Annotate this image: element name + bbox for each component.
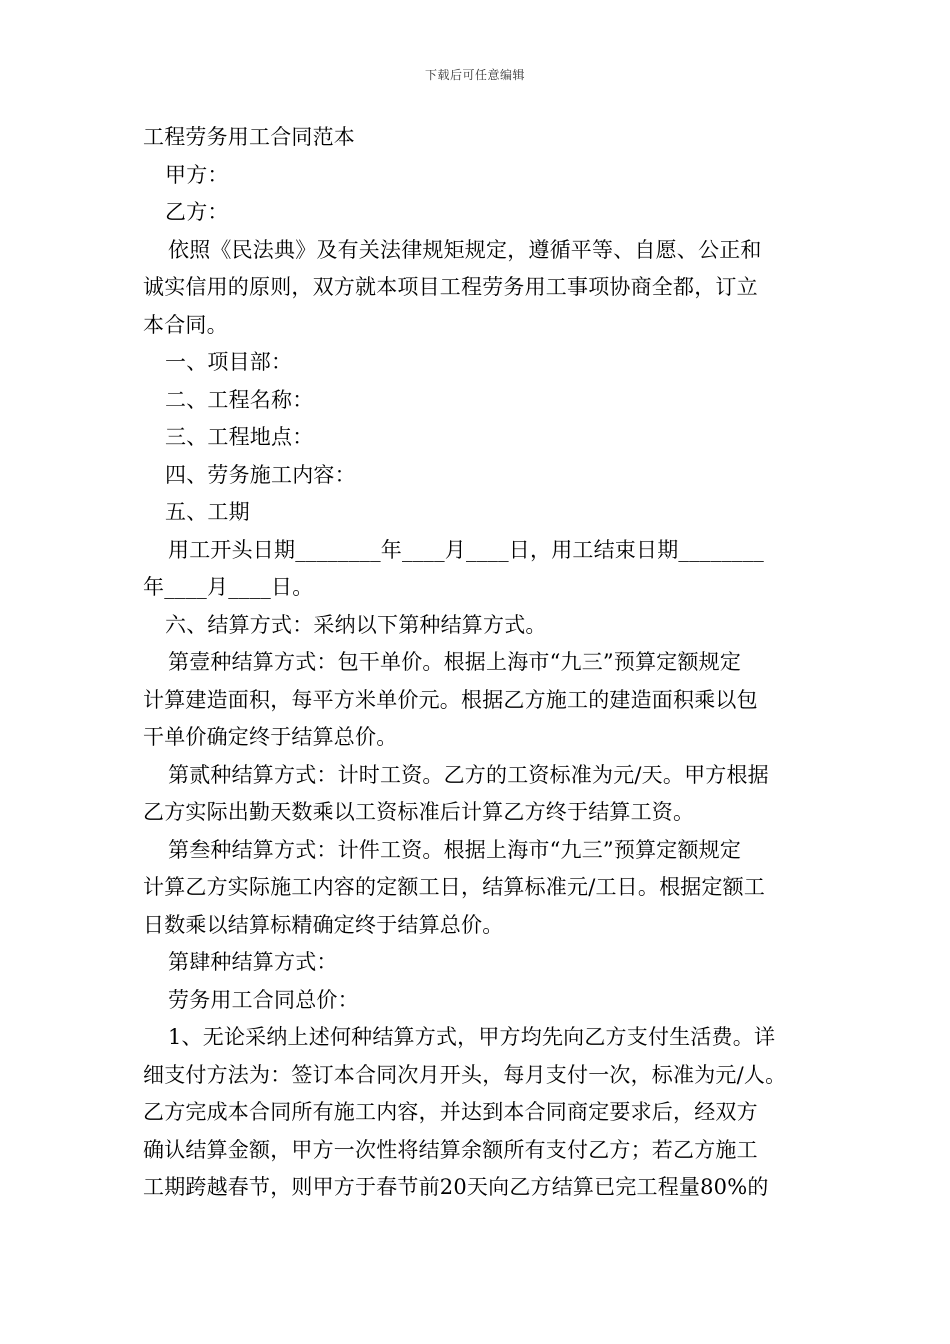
paragraph-line: 第叁种结算方式：计件工资。根据上海市“九三”预算定额规定 — [168, 837, 742, 862]
paragraph-line: 依照《民法典》及有关法律规矩规定，遵循平等、自愿、公正和 — [168, 237, 762, 262]
document-title: 工程劳务用工合同范本 — [143, 125, 355, 149]
paragraph-line: 日数乘以结算标精确定终于结算总价。 — [143, 912, 504, 937]
clause-heading: 一、项目部： — [165, 350, 293, 374]
paragraph-line: 第贰种结算方式：计时工资。乙方的工资标准为元/天。甲方根据 — [168, 762, 769, 787]
clause-heading: 五、工期 — [165, 500, 250, 524]
paragraph-line: 乙方实际出勤天数乘以工资标准后计算乙方终于结算工资。 — [143, 800, 695, 824]
paragraph-line: 1、无论采纳上述何种结算方式，甲方均先向乙方支付生活费。详 — [168, 1025, 776, 1049]
clause-heading: 三、工程地点： — [165, 425, 314, 449]
clause-heading: 四、劳务施工内容： — [165, 462, 356, 487]
paragraph-line: 计算建造面积，每平方米单价元。根据乙方施工的建造面积乘以包 — [143, 687, 758, 712]
clause-heading: 二、工程名称： — [165, 387, 314, 412]
paragraph-line: 本合同。 — [143, 312, 228, 337]
paragraph-line: 年____月____日。 — [143, 575, 314, 599]
paragraph-line: 乙方完成本合同所有施工内容，并达到本合同商定要求后，经双方 — [143, 1100, 758, 1124]
paragraph-line: 工期跨越春节，则甲方于春节前20天向乙方结算已完工程量80%的 — [143, 1175, 769, 1199]
page-header: 下载后可任意编辑 — [424, 68, 525, 82]
paragraph-line: 细支付方法为：签订本合同次月开头，每月支付一次，标准为元/人。 — [143, 1062, 787, 1087]
paragraph-line: 计算乙方实际施工内容的定额工日，结算标准元/工日。根据定额工 — [143, 875, 766, 899]
party-a-line: 甲方： — [165, 162, 229, 187]
party-b-line: 乙方： — [165, 200, 229, 224]
document-body — [143, 119, 808, 1207]
paragraph-line: 诚实信用的原则，双方就本项目工程劳务用工事项协商全都，订立 — [143, 275, 758, 299]
paragraph-line: 第壹种结算方式：包干单价。根据上海市“九三”预算定额规定 — [168, 650, 742, 674]
paragraph-line: 第肆种结算方式： — [168, 950, 338, 974]
paragraph-line: 干单价确定终于结算总价。 — [143, 725, 398, 749]
paragraph-line: 劳务用工合同总价： — [168, 987, 359, 1012]
paragraph-line: 确认结算金额，甲方一次性将结算余额所有支付乙方；若乙方施工 — [143, 1137, 758, 1162]
paragraph-line: 用工开头日期________年____月____日，用工结束日期________ — [168, 537, 764, 562]
clause-heading: 六、结算方式：采纳以下第种结算方式。 — [165, 612, 547, 637]
